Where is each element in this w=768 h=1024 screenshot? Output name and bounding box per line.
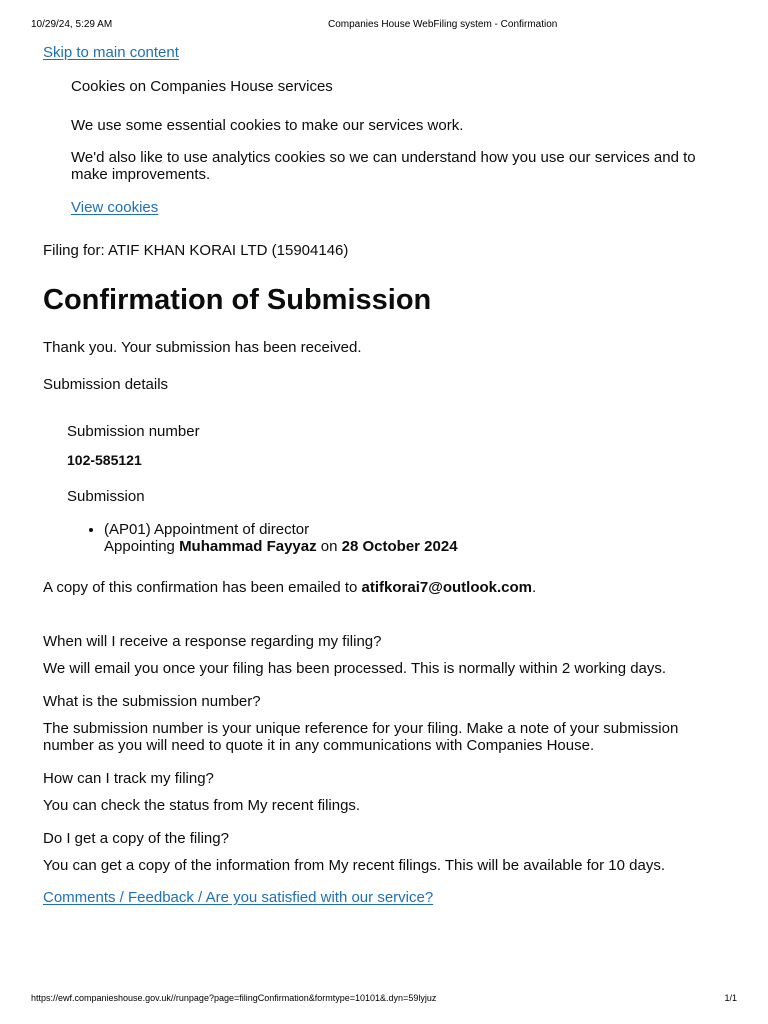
view-cookies-link[interactable]: View cookies	[71, 199, 159, 216]
submission-form-type: (AP01) Appointment of director	[104, 521, 310, 538]
print-datetime: 10/29/24, 5:29 AM	[31, 19, 113, 30]
faq-item	[43, 770, 723, 814]
confirmation-email: atifkorai7@outlook.com	[361, 579, 533, 596]
print-url: https://ewf.companieshouse.gov.uk//runpage?page=filingConfirmation&formtype=10101&.dyn=59lyjuz	[31, 993, 437, 1003]
filing-company: ATIF KHAN KORAI LTD (15904146)	[108, 242, 349, 259]
appointee-name: Muhammad Fayyaz	[179, 538, 317, 555]
print-page-number: 1/1	[724, 993, 737, 1003]
skip-to-main-link[interactable]: Skip to main content	[43, 44, 179, 61]
cookie-banner-title: Cookies on Companies House services	[71, 78, 333, 95]
faq-question: What is the submission number?	[43, 693, 261, 710]
main-content	[43, 242, 723, 906]
submission-number-label: Submission number	[67, 423, 200, 440]
submission-label: Submission	[67, 488, 145, 505]
thanks-text: Thank you. Your submission has been received.	[43, 339, 362, 356]
feedback-link[interactable]: Comments / Feedback / Are you satisfied with our service?	[43, 889, 434, 906]
cookie-analytics-text: We'd also like to use analytics cookies so we can understand how you use our services and to make improvements.	[71, 149, 696, 183]
faq-question: How can I track my filing?	[43, 770, 214, 787]
appointing-on: on	[316, 538, 342, 555]
page-title: Confirmation of Submission	[43, 284, 432, 316]
faq-answer: You can get a copy of the information from My recent filings. This will be available for 10 days.	[43, 857, 665, 874]
submission-details-label: Submission details	[43, 376, 169, 393]
faq-answer: You can check the status from My recent filings.	[43, 797, 361, 814]
faq-answer: We will email you once your filing has been processed. This is normally within 2 working days.	[43, 660, 667, 677]
appointment-date: 28 October 2024	[341, 538, 458, 555]
cookie-essential-text: We use some essential cookies to make our services work.	[71, 117, 464, 134]
list-item	[104, 521, 723, 555]
submission-list	[67, 521, 723, 555]
cookie-banner	[71, 78, 701, 216]
faq-item	[43, 693, 723, 754]
email-confirmation-prefix: A copy of this confirmation has been emailed to	[43, 579, 362, 596]
email-confirmation	[43, 579, 723, 596]
faq-section	[43, 633, 723, 874]
submission-details	[67, 423, 723, 555]
filing-for-prefix: Filing for:	[43, 242, 109, 259]
faq-question: When will I receive a response regarding my filing?	[43, 633, 382, 650]
appointing-prefix: Appointing	[104, 538, 180, 555]
faq-item	[43, 830, 723, 874]
submission-number: 102-585121	[67, 452, 142, 468]
email-confirmation-suffix: .	[532, 579, 537, 596]
faq-answer: The submission number is your unique reference for your filing. Make a note of your submission number as you will need to quote it in any communications with Companies House.	[43, 720, 679, 754]
filing-for	[43, 242, 723, 259]
print-page-title: Companies House WebFiling system - Confirmation	[328, 19, 558, 30]
faq-item	[43, 633, 723, 677]
faq-question: Do I get a copy of the filing?	[43, 830, 229, 847]
